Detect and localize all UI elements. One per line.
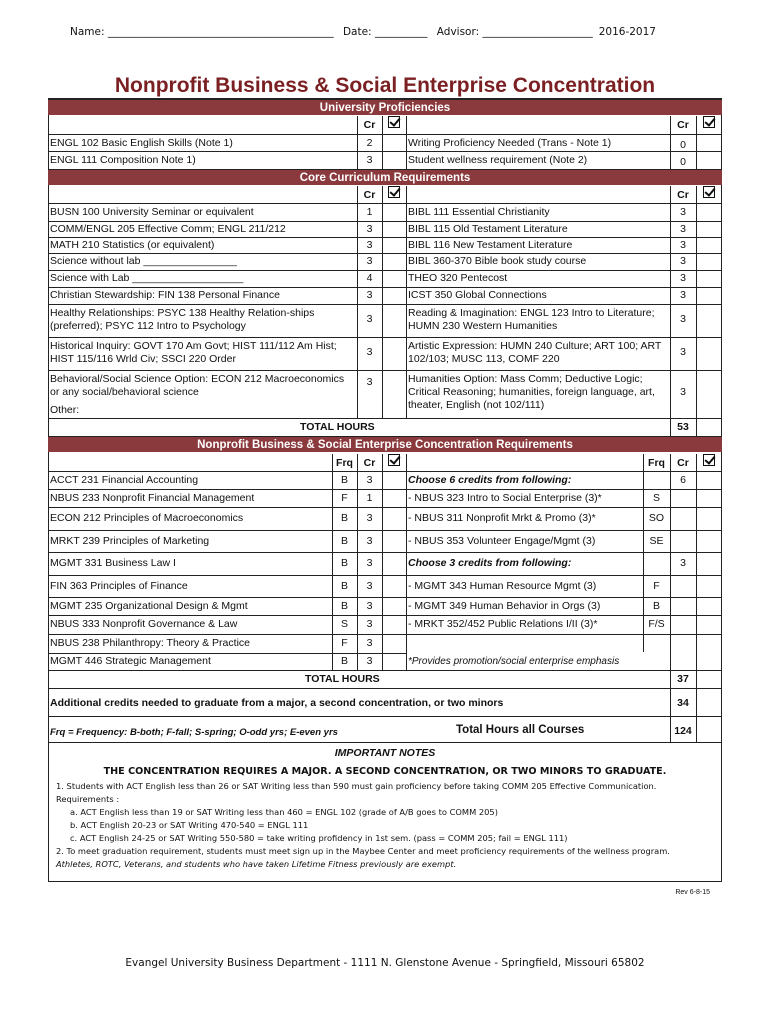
note-1: 1. Students with ACT English less than 26 or SAT Writing less than 590 must gain proficiency before taking COMM 205 Effective Communication.: [56, 781, 657, 791]
checkbox-icon[interactable]: [388, 116, 400, 128]
core-course-right: BIBL 115 Old Testament Literature: [408, 223, 568, 235]
rule-line: [48, 597, 722, 598]
core-course-left: Healthy Relationships: PSYC 138 Healthy Relation-ships (preferred); PSYC 112 Intro to Psychology: [50, 307, 315, 332]
rule-line: [357, 454, 358, 670]
rule-line: [48, 203, 722, 204]
rule-line: [357, 116, 358, 169]
core-credits-right: 3: [680, 346, 686, 358]
credits-right: 3: [680, 557, 686, 569]
cr-header: Cr: [363, 189, 376, 201]
page-title: Nonprofit Business & Social Enterprise Concentration: [114, 74, 656, 97]
elective-option: *Provides promotion/social enterprise emphasis: [408, 656, 620, 667]
elective-option: - NBUS 323 Intro to Social Enterprise (3)*: [408, 492, 602, 504]
concentration-course-left: MRKT 239 Principles of Marketing: [50, 535, 210, 547]
concentration-course-left: MGMT 331 Business Law I: [50, 557, 176, 569]
core-course-right: ICST 350 Global Connections: [408, 289, 547, 301]
rule-line: [48, 670, 722, 671]
total-all-value: 124: [674, 725, 692, 737]
frequency-left: B: [340, 512, 348, 524]
credits-left: 1: [366, 492, 373, 504]
concentration-course-left: NBUS 333 Nonprofit Governance & Law: [50, 618, 238, 630]
core-course-left: MATH 210 Statistics (or equivalent): [50, 239, 215, 251]
note-1c: c. ACT English 24-25 or SAT Writing 550-580 = take writing profidency in 1st sem. (pass = COMM 205; fail = ENGL 111): [70, 833, 568, 843]
rule-line: [382, 116, 383, 169]
name-field[interactable]: Name: ___________________________________________: [70, 26, 334, 38]
rule-line: [696, 186, 697, 418]
concentration-course-left: ECON 212 Principles of Macroeconomics: [50, 512, 244, 524]
core-course-left: BUSN 100 University Seminar or equivalent: [50, 206, 254, 218]
rule-line: [643, 454, 644, 652]
core-course-left: Behavioral/Social Science Option: ECON 212 Macroeconomics or any social/behavioral science: [50, 373, 345, 398]
course-credits: 0: [680, 139, 686, 151]
checkbox-icon[interactable]: [703, 454, 715, 466]
credits-left: 3: [366, 557, 373, 569]
core-band: Core Curriculum Requirements: [48, 169, 722, 185]
frequency-right: F/S: [648, 618, 665, 630]
frequency-right: S: [652, 492, 660, 504]
additional-credits-label: Additional credits needed to graduate from a major, a second concentration, or two minors: [50, 697, 504, 709]
core-credits-right: 3: [680, 386, 686, 398]
course-label: Writing Proficiency Needed (Trans - Note 1): [408, 137, 612, 149]
frequency-left: S: [340, 618, 348, 630]
core-credits-left: 3: [366, 289, 373, 301]
core-credits-left: 3: [366, 239, 373, 251]
cr-header: Cr: [677, 119, 689, 131]
core-course-right: BIBL 111 Essential Christianity: [408, 206, 550, 218]
rule-line: [48, 688, 722, 689]
rule-line: [48, 270, 722, 271]
rule-line: [670, 116, 671, 169]
core-course-right: Humanities Option: Mass Comm; Deductive Logic; Critical Reasoning; humanities, foreign language, art, theater, English (not 102/111): [408, 373, 655, 411]
core-course-right: BIBL 116 New Testament Literature: [408, 239, 573, 251]
rule-line: [406, 186, 407, 418]
rule-line: [696, 418, 697, 436]
rule-line: [48, 653, 406, 654]
rule-line: [48, 507, 722, 508]
total-all-label: Total Hours all Courses: [456, 724, 585, 736]
core-course-left: Christian Stewardship: FIN 138 Personal Finance: [50, 289, 280, 301]
concentration-course-left: ACCT 231 Financial Accounting: [50, 474, 199, 486]
core-course-right: THEO 320 Pentecost: [408, 272, 508, 284]
course-label: ENGL 111 Composition Note 1): [50, 154, 196, 166]
note-requirements: Requirements :: [56, 794, 120, 804]
cr-header: Cr: [677, 189, 689, 201]
core-credits-left: 3: [366, 223, 373, 235]
core-course-right: Artistic Expression: HUMN 240 Culture; ART 100; ART 102/103; MUSC 113, COMF 220: [408, 340, 662, 365]
core-course-left: Historical Inquiry: GOVT 170 Am Govt; HIST 111/112 Am Hist; HIST 115/116 Wrld Civ; SSCI 220 Order: [50, 340, 337, 365]
frequency-left: B: [340, 655, 348, 667]
rule-line: [357, 186, 358, 418]
cr-header: Cr: [363, 119, 376, 131]
core-credits-left: 3: [366, 255, 373, 267]
elective-option: - MGMT 343 Human Resource Mgmt (3): [408, 580, 597, 592]
frequency-left: B: [340, 580, 348, 592]
frequency-right: B: [652, 600, 660, 612]
core-course-left: COMM/ENGL 205 Effective Comm; ENGL 211/212: [50, 223, 286, 235]
course-credits: 0: [680, 156, 686, 168]
frequency-right: SE: [649, 535, 664, 547]
rule-line: [48, 253, 722, 254]
frequency-right: SO: [648, 512, 665, 524]
rule-line: [696, 688, 697, 742]
credits-left: 3: [366, 637, 373, 649]
rule-line: [696, 454, 697, 688]
rule-line: [406, 116, 407, 169]
concentration-band: Nonprofit Business & Social Enterprise Concentration Requirements: [48, 436, 722, 452]
concentration-course-left: FIN 363 Principles of Finance: [50, 580, 188, 592]
frequency-left: B: [340, 600, 348, 612]
core-credits-right: 3: [680, 272, 686, 284]
rule-line: [48, 575, 722, 576]
checkbox-icon[interactable]: [703, 186, 715, 198]
rule-line: [48, 304, 722, 305]
rule-line: [48, 552, 722, 553]
rule-line: [382, 186, 383, 418]
frequency-left: B: [340, 474, 348, 486]
concentration-total: 37: [677, 673, 689, 685]
note-3: Athletes, ROTC, Veterans, and students who have taken Lifetime Fitness previously are exempt.: [56, 859, 457, 869]
concentration-course-left: NBUS 238 Philanthropy: Theory & Practice: [50, 637, 250, 649]
course-label: Student wellness requirement (Note 2): [408, 154, 588, 166]
elective-option: - NBUS 311 Nonprofit Mrkt & Promo (3)*: [408, 512, 596, 524]
core-course-left: Science without lab ________________: [50, 255, 237, 267]
rule-line: [48, 471, 722, 472]
frequency-left: B: [340, 557, 348, 569]
credits-left: 3: [366, 474, 373, 486]
rule-line: [48, 742, 722, 743]
notes-heading: IMPORTANT NOTES: [334, 747, 436, 759]
rule-line: [48, 716, 722, 717]
frq-header: Frq: [336, 457, 353, 469]
choose-instruction: Choose 3 credits from following:: [408, 557, 572, 569]
credits-left: 3: [366, 600, 373, 612]
rule-line: [382, 454, 383, 670]
note-2: 2. To meet graduation requirement, students must meet sign up in the Maybee Center and meet proficiency requirements of the wellness program.: [56, 846, 670, 856]
frequency-left: F: [341, 637, 348, 649]
rule-line: [48, 221, 722, 222]
credits-left: 3: [366, 512, 373, 524]
credits-right: 6: [680, 474, 686, 486]
rule-line: [48, 615, 722, 616]
core-credits-right: 3: [680, 313, 686, 325]
credits-left: 3: [366, 618, 373, 630]
frequency-right: F: [653, 580, 660, 592]
rule-line: [696, 116, 697, 169]
course-credits: 2: [366, 137, 373, 149]
rule-line: [48, 489, 722, 490]
core-credits-left: 3: [366, 313, 373, 325]
frequency-left: F: [341, 492, 348, 504]
core-credits-left: 3: [366, 346, 373, 358]
core-course-left: Science with Lab ___________________: [50, 272, 244, 284]
note-1a: a. ACT English less than 19 or SAT Writing less than 460 = ENGL 102 (grade of A/B goes to COMM 205): [70, 807, 498, 817]
rule-line: [332, 454, 333, 670]
rule-line: [48, 370, 722, 371]
rule-line: [406, 454, 407, 670]
core-credits-left: 4: [366, 272, 373, 284]
core-credits-right: 3: [680, 206, 686, 218]
date-field[interactable]: Date: __________: [342, 26, 428, 38]
rule-line: [48, 418, 722, 419]
rule-line: [48, 237, 722, 238]
elective-option: - MGMT 349 Human Behavior in Orgs (3): [408, 600, 601, 612]
rule-line: [48, 134, 722, 135]
note-1b: b. ACT English 20-23 or SAT Writing 470-540 = ENGL 111: [70, 820, 309, 830]
rule-line: [48, 151, 722, 152]
core-credits-right: 3: [680, 289, 686, 301]
core-course-right: Reading & Imagination: ENGL 123 Intro to Literature; HUMN 230 Western Humanities: [408, 307, 655, 332]
cr-header: Cr: [677, 457, 689, 469]
core-course-right: BIBL 360-370 Bible book study course: [408, 255, 587, 267]
core-credits-right: 3: [680, 223, 686, 235]
frq-header: Frq: [648, 457, 665, 469]
concentration-course-left: NBUS 233 Nonprofit Financial Management: [50, 492, 255, 504]
credits-left: 3: [366, 580, 373, 592]
checkbox-icon[interactable]: [388, 454, 400, 466]
core-total: 53: [677, 421, 689, 433]
choose-instruction: Choose 6 credits from following:: [408, 474, 572, 486]
revision-date: Rev 6-8-15: [675, 889, 710, 896]
checkbox-icon[interactable]: [388, 186, 400, 198]
rule-line: [670, 418, 671, 436]
frequency-legend: Frq = Frequency: B-both; F-fall; S-spring; O-odd yrs; E-even yrs: [50, 727, 338, 738]
additional-credits-value: 34: [677, 697, 689, 709]
concentration-course-left: MGMT 235 Organizational Design & Mgmt: [50, 600, 248, 612]
course-label: ENGL 102 Basic English Skills (Note 1): [50, 137, 233, 149]
other-label: Other:: [50, 404, 80, 416]
rule-line: [48, 634, 722, 635]
elective-option: - NBUS 353 Volunteer Engage/Mgmt (3): [408, 535, 596, 547]
checkbox-icon[interactable]: [703, 116, 715, 128]
rule-line: [670, 186, 671, 418]
form-header: [70, 26, 710, 38]
rule-line: [670, 688, 671, 742]
rule-line: [48, 530, 722, 531]
notes-major: THE CONCENTRATION REQUIRES A MAJOR. A SECOND CONCENTRATION, OR TWO MINORS TO GRADUATE.: [103, 766, 667, 777]
course-credits: 3: [366, 154, 373, 166]
university-band: University Proficiencies: [48, 99, 722, 115]
frequency-left: B: [340, 535, 348, 547]
page-footer: Evangel University Business Department - 1111 N. Glenstone Avenue - Springfield, Missouri 65802: [125, 957, 645, 969]
credits-left: 3: [366, 535, 373, 547]
elective-option: - MRKT 352/452 Public Relations I/II (3)*: [408, 618, 598, 630]
core-credits-right: 3: [680, 239, 686, 251]
advisor-field[interactable]: Advisor: _____________________: [436, 26, 593, 38]
cr-header: Cr: [363, 457, 376, 469]
rule-line: [670, 454, 671, 688]
core-credits-left: 3: [366, 376, 373, 388]
core-credits-left: 1: [366, 206, 373, 218]
core-credits-right: 3: [680, 255, 686, 267]
academic-year: 2016-2017: [598, 26, 656, 38]
concentration-course-left: MGMT 446 Strategic Management: [50, 655, 211, 667]
credits-left: 3: [366, 655, 373, 667]
total-hours-label: TOTAL HOURS: [305, 673, 380, 685]
rule-line: [48, 337, 722, 338]
rule-line: [48, 287, 722, 288]
total-hours-label: TOTAL HOURS: [300, 421, 375, 433]
